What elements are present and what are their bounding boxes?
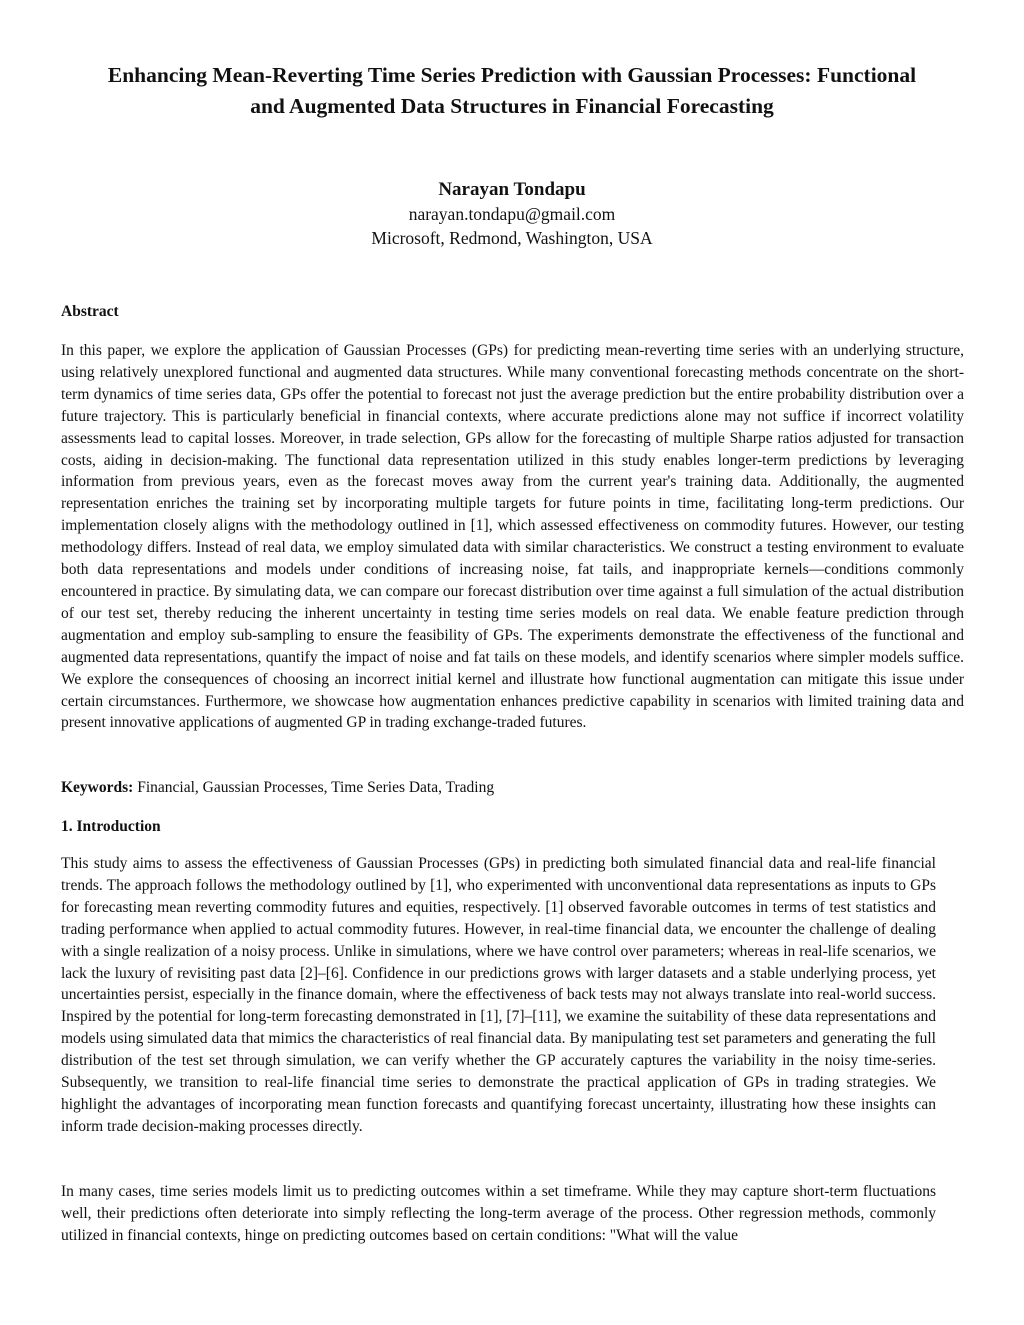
abstract-heading: Abstract xyxy=(61,303,119,320)
keywords-text: Financial, Gaussian Processes, Time Series Data, Trading xyxy=(133,779,495,796)
keywords xyxy=(61,777,494,798)
author-block xyxy=(0,178,1024,250)
title-line-1: Enhancing Mean-Reverting Time Series Prediction with Gaussian Processes: Functional xyxy=(107,63,917,87)
author-name: Narayan Tondapu xyxy=(438,179,586,200)
introduction-paragraph-1: This study aims to assess the effectiveness of Gaussian Processes (GPs) in predicting both simulated financial data and real-life financial trends. The approach follows the methodology outlined by [1], who experimented with unconventional data representations as inputs to GPs for forecasting mean reverting commodity futures and equities, respectively. [1] observed favorable outcomes in terms of test statistics and trading performance when applied to actual commodity futures. However, in real-time financial data, we encounter the challenge of dealing with a single realization of a noisy process. Unlike in simulations, where we have control over parameters; whereas in real-life scenarios, we lack the luxury of revisiting past data [2]–[6]. Confidence in our predictions grows with larger datasets and a stable underlying process, yet uncertainties persist, especially in the finance domain, where the effectiveness of back tests may not always translate into real-world success. Inspired by the potential for long-term forecasting demonstrated in [1], [7]–[11], we examine the suitability of these data representations and models using simulated data that mimics the characteristics of real financial data. By manipulating test set parameters and generating the full distribution of the test set through simulation, we can verify whether the GP accurately captures the variability in the noisy time-series. Subsequently, we transition to real-life financial time series to demonstrate the practical application of GPs in trading strategies. We highlight the advantages of incorporating mean function forecasts and quantifying forecast uncertainty, illustrating how these insights can inform trade decision-making processes directly. xyxy=(61,855,936,1135)
author-email: narayan.tondapu@gmail.com xyxy=(408,204,616,224)
keywords-label: Keywords: xyxy=(61,779,134,796)
introduction-heading: 1. Introduction xyxy=(61,818,161,835)
introduction-paragraph-2: In many cases, time series models limit us to predicting outcomes within a set timeframe. While they may capture short-term fluctuations well, their predictions often deteriorate into simply reflecting the long-term average of the process. Other regression methods, commonly utilized in financial contexts, hinge on predicting outcomes based on certain conditions: "What will the value xyxy=(61,1183,936,1244)
abstract-text: In this paper, we explore the application of Gaussian Processes (GPs) for predicting mean-reverting time series with an underlying structure, using relatively unexplored functional and augmented data structures. While many conventional forecasting methods concentrate on the short-term dynamics of time series data, GPs offer the potential to forecast not just the average prediction but the entire probability distribution over a future trajectory. This is particularly beneficial in financial contexts, where accurate predictions alone may not suffice if incorrect volatility assessments lead to capital losses. Moreover, in trade selection, GPs allow for the forecasting of multiple Sharpe ratios adjusted for transaction costs, aiding in decision-making. The functional data representation utilized in this study enables longer-term predictions by leveraging information from previous years, even as the forecast moves away from the current year's training data. Additionally, the augmented representation enriches the training set by incorporating multiple targets for future points in time, facilitating long-term predictions. Our implementation closely aligns with the methodology outlined in [1], which assessed effectiveness on commodity futures. However, our testing methodology differs. Instead of real data, we employ simulated data with similar characteristics. We construct a testing environment to evaluate both data representations and models under conditions of increasing noise, fat tails, and inappropriate kernels—conditions commonly encountered in practice. By simulating data, we can compare our forecast distribution over time against a full simulation of the actual distribution of our test set, thereby reducing the inherent uncertainty in testing time series models on real data. We enable feature prediction through augmentation and employ sub-sampling to ensure the feasibility of GPs. The experiments demonstrate the effectiveness of the functional and augmented data representations, quantify the impact of noise and fat tails on these models, and identify scenarios where simpler models suffice. We explore the consequences of choosing an incorrect initial kernel and illustrate how functional augmentation can mitigate this issue under certain circumstances. Furthermore, we showcase how augmentation enhances predictive capability in scenarios with limited training data and present innovative applications of augmented GP in trading exchange-traded futures. xyxy=(61,342,964,732)
title-line-2: and Augmented Data Structures in Financial Forecasting xyxy=(250,94,774,118)
author-affiliation: Microsoft, Redmond, Washington, USA xyxy=(371,228,653,248)
paper-title xyxy=(40,60,984,122)
